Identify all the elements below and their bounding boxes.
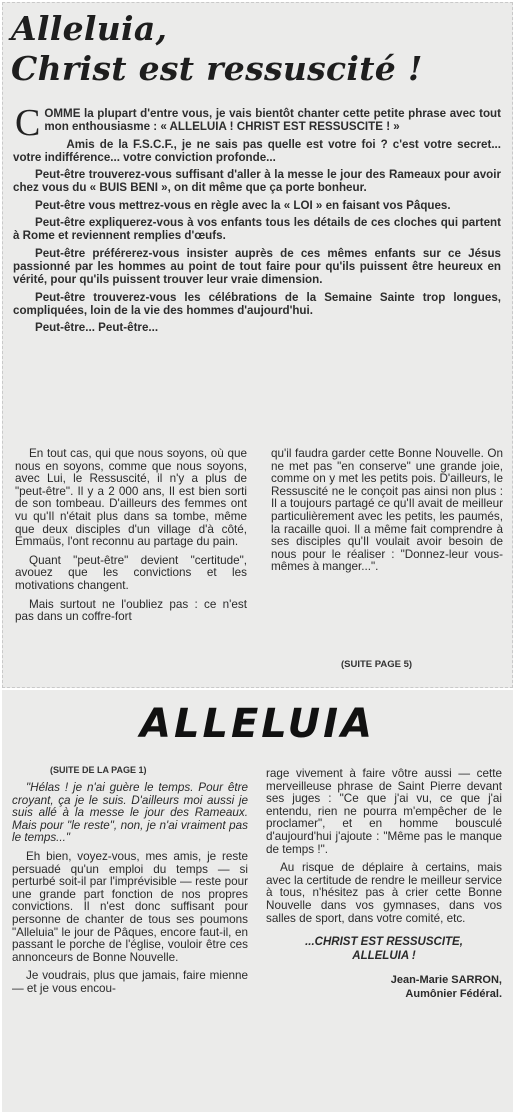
intro-paragraph: Peut-être trouverez-vous les célébrations de la Semaine Sainte trop longues, compliquées, loin de la vie des hommes d'aujourd'hui. bbox=[13, 290, 501, 317]
signature bbox=[266, 973, 502, 1001]
intro-paragraph: Peut-être préférerez-vous insister auprès de ces mêmes enfants sur ce Jésus passionné par les hommes au point de tout faire pour qu'ils puissent être heureux en vérité, pour qu'ils puissent trouver leur vraie dimension. bbox=[13, 246, 501, 287]
quote-paragraph: "Hélas ! je n'ai guère le temps. Pour être croyant, ça je le suis. D'ailleurs moi aussi je suis allé à la messe le jour des Rameaux. Mais pour "le reste", non, je n'ai vraiment pas le temps..." bbox=[12, 781, 248, 845]
article-clipping-bottom bbox=[2, 690, 513, 1112]
body-paragraph: qu'il faudra garder cette Bonne Nouvelle. On ne met pas "en conserve" une grande joie, comme on y met les petits pois. D'ailleurs, le Ressuscité ne le conçoit pas ainsi non plus : Il a toujours partagé ce qu'Il avait de meilleur particulièrement avec les petits, les paumés, la racaille quoi. Il a même fait comprendre à ses disciples qu'Il voulait avoir besoin de nous pour le réaliser : "Donnez-leur vous-mêmes à manger...". bbox=[271, 447, 503, 574]
left-column bbox=[12, 782, 248, 1002]
body-paragraph: Eh bien, voyez-vous, mes amis, je reste persuadé qu'un emploi du temps — si perturbé soit-il par l'imprévisible — reste pour une grande part fonction de nos propres convictions. Il n'est donc suffisant pour personne de chanter de tous ses poumons "Alleluia" le jour de Pâques, encore faut-il, en passant le porche de l'église, vouloir être ces annonceurs de Bonne Nouvelle. bbox=[12, 849, 248, 964]
alleluia-title: ALLELUIA bbox=[140, 701, 375, 747]
article-clipping-top bbox=[2, 2, 513, 688]
drop-cap: C bbox=[15, 102, 41, 144]
body-paragraph: Quant "peut-être" devient "certitude", avouez que les convictions et les motivations changent. bbox=[15, 553, 247, 592]
continued-from-label: (SUITE DE LA PAGE 1) bbox=[50, 765, 147, 775]
intro-paragraph: Peut-être vous mettrez-vous en règle avec la « LOI » en faisant vos Pâques. bbox=[35, 198, 451, 212]
intro-paragraph: COMME la plupart d'entre vous, je vais bientôt chanter cette petite phrase avec tout mon enthousiasme : « ALLELUIA ! CHRIST EST RESSUSCITE ! » bbox=[15, 102, 501, 144]
right-column bbox=[271, 448, 503, 580]
intro-paragraph: Peut-être... Peut-être... bbox=[35, 321, 159, 335]
continued-label: (SUITE PAGE 5) bbox=[341, 659, 413, 670]
body-paragraph: Je voudrais, plus que jamais, faire mienne — et je vous encou- bbox=[12, 969, 248, 995]
body-paragraph: rage vivement à faire vôtre aussi — cette merveilleuse phrase de Saint Pierre devant ses juges : "Ce que j'ai vu, ce que j'ai entendu, rien ne pourra m'empêcher de le proclamer", et en homme bousculé d'aujourd'hui j'ajoute : "Même pas le manque de temps !". bbox=[266, 767, 502, 856]
signature-title: Aumônier Fédéral. bbox=[405, 988, 502, 1001]
closing-line: ...CHRIST EST RESSUSCITE, ALLELUIA ! bbox=[305, 936, 463, 963]
intro-text bbox=[13, 102, 501, 338]
body-paragraph: Au risque de déplaire à certains, mais avec la certitude de rendre le meilleur service à tous, n'hésitez pas à crier cette Bonne Nouvelle dans vos gymnases, dans vos salles de sport, dans votre comité, etc. bbox=[266, 861, 502, 925]
intro-paragraph: Peut-être expliquerez-vous à vos enfants tous les détails de ces cloches qui partent à Rome et reviennent remplies d'œufs. bbox=[13, 216, 501, 243]
body-paragraph: Mais surtout ne l'oubliez pas : ce n'est pas dans un coffre-fort bbox=[15, 597, 247, 624]
body-paragraph: En tout cas, qui que nous soyons, où que nous en soyons, comme que nous soyons, avec Lui, le Ressuscité, il n'y a plus de "peut-être". Il y a 2 000 ans, Il est bien sorti de son tombeau. D'ailleurs des femmes ont vu qu'Il n'était plus dans sa tombe, même que deux disciples d'un village d'à côté, Emmaüs, l'ont reconnu au partage du pain. bbox=[15, 447, 247, 549]
intro-paragraph: Amis de la F.S.C.F., je ne sais pas quelle est votre foi ? c'est votre secret... votre indifférence... votre conviction profonde... bbox=[13, 137, 501, 164]
right-column bbox=[266, 768, 502, 1001]
headline-line-2: Christ est ressuscité ! bbox=[11, 49, 423, 88]
headline bbox=[11, 9, 423, 89]
intro-paragraph: Peut-être trouverez-vous suffisant d'aller à la messe le jour des Rameaux pour avoir chez vous du « BUIS BENI », on dit même que ça porte bonheur. bbox=[13, 168, 501, 195]
headline-line-1: Alleluia, bbox=[11, 9, 168, 48]
left-column bbox=[15, 448, 247, 630]
signature-name: Jean-Marie SARRON, bbox=[390, 974, 502, 987]
